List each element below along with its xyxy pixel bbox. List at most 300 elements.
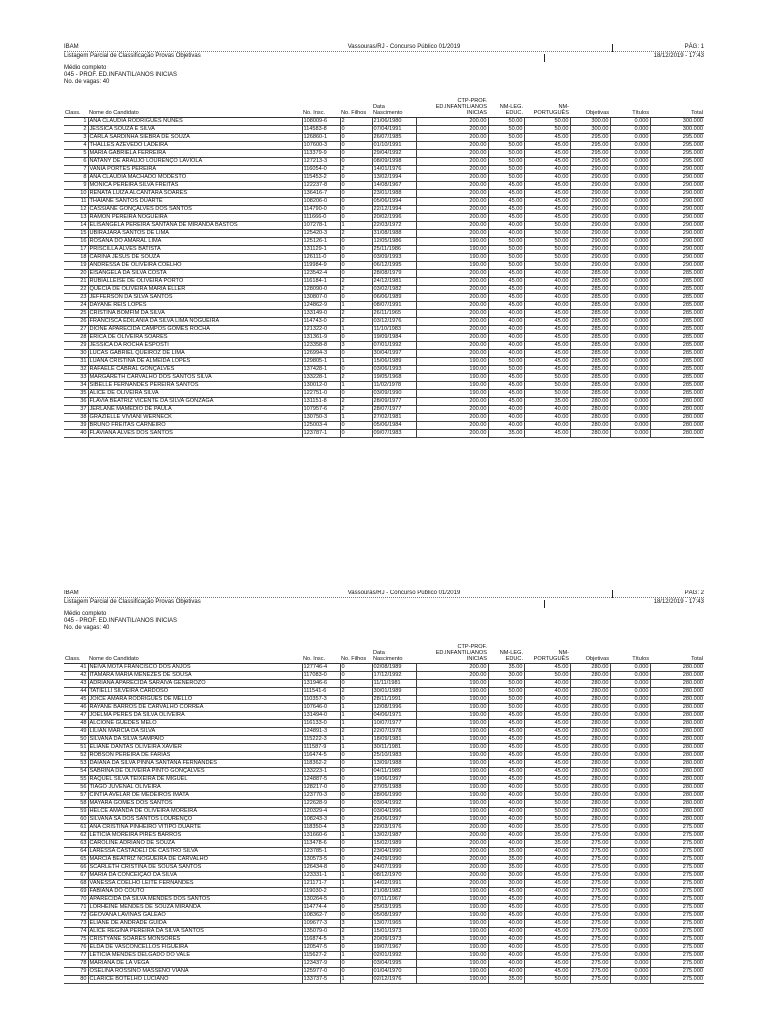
cell-nasc: 07/04/1991 — [372, 126, 416, 134]
cell-titulos: 0.000 — [610, 302, 650, 310]
meta-block — [64, 65, 704, 86]
cell-filhos: 0 — [340, 840, 372, 848]
cell-objetivas: 275.00 — [570, 976, 610, 984]
cell-ctp: 190.00 — [416, 246, 488, 254]
cell-nasc: 14/08/1967 — [372, 182, 416, 190]
table-row — [64, 832, 704, 840]
cell-class: 30 — [64, 350, 88, 358]
cell-insc: 114774-4 — [302, 904, 340, 912]
cell-ctp: 200.00 — [416, 126, 488, 134]
cell-nmport: 45.00 — [524, 150, 570, 158]
cell-objetivas: 285.00 — [570, 350, 610, 358]
cell-objetivas: 280.00 — [570, 768, 610, 776]
cell-nmleg: 45.00 — [488, 382, 524, 390]
cell-objetivas: 280.00 — [570, 760, 610, 768]
table-row — [64, 294, 704, 302]
cell-filhos: 0 — [340, 664, 372, 672]
cell-nasc: 28/09/1977 — [372, 398, 416, 406]
table-row — [64, 174, 704, 182]
cell-filhos: 1 — [340, 880, 372, 888]
cell-ctp: 190.00 — [416, 262, 488, 270]
cell-insc: 131129-1 — [302, 246, 340, 254]
cell-objetivas: 280.00 — [570, 672, 610, 680]
cell-filhos: 2 — [340, 728, 372, 736]
table-row — [64, 134, 704, 142]
cell-nmport: 50.00 — [524, 374, 570, 382]
cell-insc: 131151-8 — [302, 398, 340, 406]
listing-title: Listagem Parcial de Classificação Provas Objetivas — [64, 53, 201, 59]
cell-total: 275.000 — [650, 904, 704, 912]
cell-insc: 131946-6 — [302, 680, 340, 688]
cell-name: ELIANE DE ANDRADE GUIDA — [88, 920, 302, 928]
cell-class: 13 — [64, 214, 88, 222]
cell-filhos: 2 — [340, 166, 372, 174]
cell-total: 280.000 — [650, 414, 704, 422]
cell-nmleg: 40.00 — [488, 824, 524, 832]
cell-ctp: 190.00 — [416, 358, 488, 366]
cell-name: CARINA JESUS DE SOUZA — [88, 254, 302, 262]
table-row — [64, 118, 704, 126]
cell-nasc: 06/12/1995 — [372, 262, 416, 270]
cell-insc: 107957-6 — [302, 406, 340, 414]
table-row — [64, 182, 704, 190]
cell-nmport: 45.00 — [524, 430, 570, 438]
cell-titulos: 0.000 — [610, 334, 650, 342]
header-divider — [612, 44, 613, 52]
cell-ctp: 200.00 — [416, 142, 488, 150]
cell-class: 60 — [64, 816, 88, 824]
cell-nmport: 45.00 — [524, 350, 570, 358]
cell-nasc: 21/08/1982 — [372, 888, 416, 896]
cell-total: 275.000 — [650, 848, 704, 856]
cell-titulos: 0.000 — [610, 198, 650, 206]
table-row — [64, 254, 704, 262]
cell-objetivas: 275.00 — [570, 912, 610, 920]
cell-nasc: 14/01/1976 — [372, 166, 416, 174]
cell-nmleg: 35.00 — [488, 856, 524, 864]
cell-total: 280.000 — [650, 744, 704, 752]
cell-nmleg: 45.00 — [488, 278, 524, 286]
cell-objetivas: 290.00 — [570, 190, 610, 198]
cell-class: 56 — [64, 784, 88, 792]
cell-objetivas: 285.00 — [570, 382, 610, 390]
cell-ctp: 190.00 — [416, 254, 488, 262]
cell-filhos: 0 — [340, 214, 372, 222]
cell-class: 14 — [64, 222, 88, 230]
cell-nmport: 40.00 — [524, 422, 570, 430]
cell-name: ERICA DE OLIVEIRA SOARES — [88, 334, 302, 342]
cell-nmport: 45.00 — [524, 744, 570, 752]
cell-class: 73 — [64, 920, 88, 928]
table-row — [64, 960, 704, 968]
cell-class: 78 — [64, 960, 88, 968]
table-row — [64, 888, 704, 896]
cell-class: 5 — [64, 150, 88, 158]
cell-nasc: 11/11/1981 — [372, 680, 416, 688]
cell-filhos: 1 — [340, 414, 372, 422]
cell-objetivas: 275.00 — [570, 832, 610, 840]
cell-name: GEOVANA LAVINAS GALEAO — [88, 912, 302, 920]
cell-objetivas: 275.00 — [570, 880, 610, 888]
table-row — [64, 222, 704, 230]
cell-class: 69 — [64, 888, 88, 896]
cell-total: 275.000 — [650, 920, 704, 928]
cell-nmport: 45.00 — [524, 944, 570, 952]
cell-ctp: 200.00 — [416, 872, 488, 880]
table-row — [64, 422, 704, 430]
cell-nmleg: 40.00 — [488, 310, 524, 318]
cell-filhos: 0 — [340, 792, 372, 800]
cell-titulos: 0.000 — [610, 776, 650, 784]
cell-class: 18 — [64, 254, 88, 262]
cell-name: SABRINA DE OLIVEIRA PINTO GONÇALVES — [88, 768, 302, 776]
print-datetime: 18/12/2019 - 17:43 — [653, 53, 704, 59]
cell-insc: 123542-4 — [302, 270, 340, 278]
cell-name: LETICIA MOREIRA PIRES BARROS — [88, 832, 302, 840]
table-row — [64, 840, 704, 848]
table-row — [64, 936, 704, 944]
cell-nasc: 06/06/1989 — [372, 294, 416, 302]
cell-filhos: 0 — [340, 174, 372, 182]
cell-total: 285.000 — [650, 390, 704, 398]
table-row — [64, 214, 704, 222]
cell-nmport: 35.00 — [524, 840, 570, 848]
cell-filhos: 1 — [340, 712, 372, 720]
cell-nmleg: 40.00 — [488, 840, 524, 848]
cell-insc: 123785-1 — [302, 848, 340, 856]
cell-nmport: 50.00 — [524, 382, 570, 390]
cell-total: 275.000 — [650, 888, 704, 896]
cell-filhos: 0 — [340, 254, 372, 262]
cell-insc: 123770-3 — [302, 792, 340, 800]
cell-titulos: 0.000 — [610, 968, 650, 976]
cell-titulos: 0.000 — [610, 912, 650, 920]
cell-class: 23 — [64, 294, 88, 302]
cell-name: FLAVIA BEATRIZ VICENTE DA SILVA GONZAGA — [88, 398, 302, 406]
cell-nmport: 40.00 — [524, 294, 570, 302]
cell-filhos: 0 — [340, 784, 372, 792]
cell-objetivas: 280.00 — [570, 728, 610, 736]
cell-objetivas: 295.00 — [570, 150, 610, 158]
cell-class: 33 — [64, 374, 88, 382]
cell-insc: 123331-1 — [302, 872, 340, 880]
table-row — [64, 270, 704, 278]
cell-total: 280.000 — [650, 760, 704, 768]
cell-name: FLAVIANA ALVES DOS SANTOS — [88, 430, 302, 438]
cell-name: CASSIANE GONÇALVES DOS SANTOS — [88, 206, 302, 214]
cell-titulos: 0.000 — [610, 262, 650, 270]
cell-name: RAYANE BARROS DE CARVALHO CORREA — [88, 704, 302, 712]
cell-nmleg: 50.00 — [488, 246, 524, 254]
cell-nmleg: 45.00 — [488, 912, 524, 920]
table-row — [64, 278, 704, 286]
cell-titulos: 0.000 — [610, 166, 650, 174]
table-row — [64, 872, 704, 880]
cell-objetivas: 295.00 — [570, 134, 610, 142]
cell-insc: 121322-0 — [302, 326, 340, 334]
cell-nmport: 50.00 — [524, 808, 570, 816]
cell-nmleg: 45.00 — [488, 776, 524, 784]
cell-nmport: 45.00 — [524, 936, 570, 944]
cell-insc: 114583-8 — [302, 126, 340, 134]
cell-titulos: 0.000 — [610, 414, 650, 422]
col-insc: No. Insc. — [302, 94, 340, 118]
cell-nasc: 22/12/1994 — [372, 206, 416, 214]
cell-total: 295.000 — [650, 150, 704, 158]
cell-objetivas: 285.00 — [570, 326, 610, 334]
cell-class: 61 — [64, 824, 88, 832]
cell-insc: 128217-0 — [302, 784, 340, 792]
cell-objetivas: 295.00 — [570, 158, 610, 166]
cell-objetivas: 290.00 — [570, 206, 610, 214]
cell-nasc: 12/05/1986 — [372, 238, 416, 246]
cell-ctp: 190.00 — [416, 736, 488, 744]
cell-name: BRUNO FREITAS CARNEIRO — [88, 422, 302, 430]
cell-nmport: 45.00 — [524, 760, 570, 768]
cell-total: 280.000 — [650, 430, 704, 438]
cell-nasc: 07/01/1992 — [372, 342, 416, 350]
cell-name: LETICIA MENDES DELGADO DO VALE — [88, 952, 302, 960]
cell-nasc: 10/07/1977 — [372, 720, 416, 728]
cell-class: 66 — [64, 864, 88, 872]
cell-nmport: 50.00 — [524, 262, 570, 270]
contest-title: Vassouras/RJ - Concurso Público 01/2019 — [347, 590, 461, 596]
table-row — [64, 944, 704, 952]
cell-insc: 127746-4 — [302, 664, 340, 672]
cell-nmleg: 50.00 — [488, 704, 524, 712]
cell-objetivas: 285.00 — [570, 390, 610, 398]
cell-insc: 123787-1 — [302, 430, 340, 438]
cell-class: 38 — [64, 414, 88, 422]
cell-nasc: 02/08/1989 — [372, 664, 416, 672]
table-row — [64, 230, 704, 238]
cell-objetivas: 275.00 — [570, 824, 610, 832]
cell-insc: 130264-5 — [302, 896, 340, 904]
cell-name: THALLES AZEVEDO LADEIRA — [88, 142, 302, 150]
cell-titulos: 0.000 — [610, 864, 650, 872]
cell-total: 285.000 — [650, 318, 704, 326]
cell-total: 285.000 — [650, 326, 704, 334]
cell-insc: 133228-1 — [302, 374, 340, 382]
cell-total: 275.000 — [650, 976, 704, 984]
cell-nmport: 40.00 — [524, 174, 570, 182]
cell-titulos: 0.000 — [610, 832, 650, 840]
cell-titulos: 0.000 — [610, 960, 650, 968]
table-row — [64, 688, 704, 696]
cell-class: 31 — [64, 358, 88, 366]
cell-nmport: 45.00 — [524, 198, 570, 206]
cell-total: 275.000 — [650, 936, 704, 944]
cell-nasc: 18/09/1981 — [372, 736, 416, 744]
col-total: Total — [650, 94, 704, 118]
cell-nmport: 50.00 — [524, 246, 570, 254]
cell-objetivas: 300.00 — [570, 118, 610, 126]
cell-total: 285.000 — [650, 310, 704, 318]
cell-nmleg: 45.00 — [488, 768, 524, 776]
cell-ctp: 190.00 — [416, 728, 488, 736]
cell-class: 50 — [64, 736, 88, 744]
cell-name: SIBELLE FERNANDES PEREIRA SANTOS — [88, 382, 302, 390]
meta-block — [64, 611, 704, 632]
cell-total: 290.000 — [650, 246, 704, 254]
cell-ctp: 200.00 — [416, 270, 488, 278]
cell-ctp: 190.00 — [416, 382, 488, 390]
cell-class: 48 — [64, 720, 88, 728]
cell-objetivas: 290.00 — [570, 254, 610, 262]
cell-total: 275.000 — [650, 840, 704, 848]
cell-total: 280.000 — [650, 664, 704, 672]
cell-filhos: 2 — [340, 928, 372, 936]
cell-nmport: 50.00 — [524, 792, 570, 800]
cell-total: 290.000 — [650, 230, 704, 238]
cell-name: RUBIALLEISE DE OLIVEIRA PORTO — [88, 278, 302, 286]
cell-nmport: 45.00 — [524, 880, 570, 888]
table-row — [64, 864, 704, 872]
col-filhos: No. Filhos — [340, 640, 372, 664]
cell-nmleg: 30.00 — [488, 880, 524, 888]
cell-nasc: 25/10/1983 — [372, 752, 416, 760]
cell-nmleg: 40.00 — [488, 920, 524, 928]
cell-insc: 113478-6 — [302, 840, 340, 848]
cell-filhos: 1 — [340, 832, 372, 840]
cell-nasc: 03/04/1995 — [372, 960, 416, 968]
cell-nmport: 45.00 — [524, 358, 570, 366]
cell-ctp: 190.00 — [416, 768, 488, 776]
cell-name: ALICE DE OLIVEIRA SILVA — [88, 390, 302, 398]
col-nmport: NM- PORTUGUÊS — [524, 94, 570, 118]
cell-objetivas: 280.00 — [570, 784, 610, 792]
cell-objetivas: 280.00 — [570, 664, 610, 672]
cell-class: 55 — [64, 776, 88, 784]
cell-insc: 131494-0 — [302, 712, 340, 720]
page-number: PÁG: 1 — [684, 44, 704, 50]
cell-name: ANA CRISTINA PINHEIRO VITIPO DUARTE — [88, 824, 302, 832]
cell-titulos: 0.000 — [610, 294, 650, 302]
cell-insc: 115453-2 — [302, 174, 340, 182]
cell-filhos: 0 — [340, 182, 372, 190]
cell-nmport: 45.00 — [524, 318, 570, 326]
cell-titulos: 0.000 — [610, 856, 650, 864]
cell-total: 290.000 — [650, 214, 704, 222]
table-row — [64, 976, 704, 984]
cell-ctp: 200.00 — [416, 206, 488, 214]
table-row — [64, 158, 704, 166]
cell-filhos: 0 — [340, 680, 372, 688]
cell-objetivas: 290.00 — [570, 198, 610, 206]
cell-nmleg: 50.00 — [488, 134, 524, 142]
cell-objetivas: 275.00 — [570, 872, 610, 880]
cell-insc: 124862-9 — [302, 302, 340, 310]
cell-nmleg: 40.00 — [488, 832, 524, 840]
cell-filhos: 1 — [340, 326, 372, 334]
col-nmport: NM- PORTUGUÊS — [524, 640, 570, 664]
cell-titulos: 0.000 — [610, 872, 650, 880]
cell-total: 275.000 — [650, 872, 704, 880]
cell-nmport: 45.00 — [524, 872, 570, 880]
cell-name: ROBSON PEREIRA DE FARIAS — [88, 752, 302, 760]
cell-nasc: 30/04/1997 — [372, 350, 416, 358]
cell-filhos: 0 — [340, 270, 372, 278]
cell-titulos: 0.000 — [610, 206, 650, 214]
cell-name: VANIA PORTES PEREIRA — [88, 166, 302, 174]
cell-nasc: 21/06/1980 — [372, 118, 416, 126]
cell-insc: 114743-0 — [302, 318, 340, 326]
cell-nmleg: 50.00 — [488, 126, 524, 134]
cell-filhos: 0 — [340, 134, 372, 142]
cell-nmport: 35.00 — [524, 824, 570, 832]
cell-nmport: 40.00 — [524, 166, 570, 174]
cell-titulos: 0.000 — [610, 920, 650, 928]
cell-nmleg: 40.00 — [488, 816, 524, 824]
table-row — [64, 744, 704, 752]
cell-total: 290.000 — [650, 190, 704, 198]
cell-class: 43 — [64, 680, 88, 688]
cell-titulos: 0.000 — [610, 976, 650, 984]
cell-objetivas: 280.00 — [570, 752, 610, 760]
cell-total: 280.000 — [650, 422, 704, 430]
cell-nmport: 50.00 — [524, 222, 570, 230]
cell-name: LILIAN MARCIA DA SILVA — [88, 728, 302, 736]
cell-nmleg: 45.00 — [488, 270, 524, 278]
cell-nasc: 03/06/1993 — [372, 366, 416, 374]
org-name: IBAM — [64, 44, 79, 50]
cell-name: ANDRESSA DE OLIVEIRA COELHO — [88, 262, 302, 270]
table-row — [64, 800, 704, 808]
cell-class: 37 — [64, 406, 88, 414]
cell-name: DIONE APARECIDA CAMPOS GOMES ROCHA — [88, 326, 302, 334]
cell-total: 275.000 — [650, 944, 704, 952]
cell-objetivas: 290.00 — [570, 182, 610, 190]
cell-nmleg: 40.00 — [488, 350, 524, 358]
cell-nasc: 26/06/1997 — [372, 816, 416, 824]
cell-titulos: 0.000 — [610, 704, 650, 712]
cell-objetivas: 280.00 — [570, 776, 610, 784]
cell-class: 21 — [64, 278, 88, 286]
cell-nasc: 17/12/1992 — [372, 672, 416, 680]
cell-total: 275.000 — [650, 968, 704, 976]
cell-objetivas: 280.00 — [570, 744, 610, 752]
cell-class: 9 — [64, 182, 88, 190]
cell-name: ALICE REGINA PEREIRA DA SILVA SANTOS — [88, 928, 302, 936]
cell-titulos: 0.000 — [610, 350, 650, 358]
cell-class: 29 — [64, 342, 88, 350]
cell-name: SILVANA SA DOS SANTOS LOURENÇO — [88, 816, 302, 824]
cell-total: 275.000 — [650, 880, 704, 888]
cell-titulos: 0.000 — [610, 222, 650, 230]
cell-objetivas: 275.00 — [570, 904, 610, 912]
cell-filhos: 0 — [340, 752, 372, 760]
cell-nasc: 15/06/1989 — [372, 358, 416, 366]
cell-class: 58 — [64, 800, 88, 808]
cell-total: 280.000 — [650, 808, 704, 816]
cell-class: 59 — [64, 808, 88, 816]
cell-total: 290.000 — [650, 262, 704, 270]
cell-ctp: 200.00 — [416, 880, 488, 888]
cell-filhos: 0 — [340, 198, 372, 206]
cell-objetivas: 280.00 — [570, 422, 610, 430]
contest-title: Vassouras/RJ - Concurso Público 01/2019 — [347, 44, 461, 50]
cell-insc: 120547-5 — [302, 944, 340, 952]
cell-total: 280.000 — [650, 728, 704, 736]
cell-objetivas: 275.00 — [570, 840, 610, 848]
cell-filhos: 0 — [340, 422, 372, 430]
cell-nmleg: 40.00 — [488, 968, 524, 976]
cell-nmport: 45.00 — [524, 928, 570, 936]
cell-titulos: 0.000 — [610, 126, 650, 134]
cell-class: 53 — [64, 760, 88, 768]
table-row — [64, 792, 704, 800]
cell-insc: 114790-0 — [302, 206, 340, 214]
